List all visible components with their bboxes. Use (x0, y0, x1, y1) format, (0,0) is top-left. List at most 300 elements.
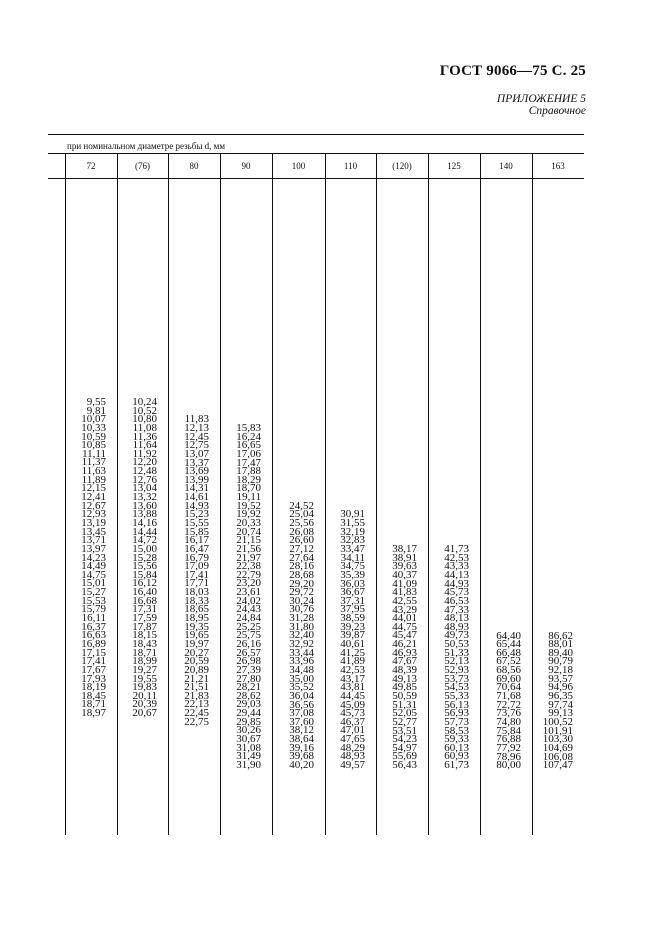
table-cell: 100,52 (542, 715, 573, 728)
table-cell: 38,59 (340, 612, 365, 625)
table-cell: 50,53 (444, 638, 469, 651)
table-cell: 74,80 (496, 715, 521, 728)
table-cell: 31,28 (289, 612, 314, 625)
table-cell: 19,11 (236, 491, 261, 504)
table-cell: 64,40 (496, 629, 521, 642)
table-cell: 47,01 (340, 724, 365, 737)
table-cell: 37,60 (289, 715, 314, 728)
table-cell: 78,96 (496, 750, 521, 763)
table-cell: 16,68 (132, 594, 157, 607)
table-cell: 33,44 (289, 646, 314, 659)
table-cell: 13,69 (184, 465, 209, 478)
table-cell: 30,91 (340, 508, 365, 521)
appendix-label (497, 93, 586, 117)
table-cell: 19,52 (236, 499, 261, 512)
table-cell: 12,67 (81, 499, 106, 512)
table-cell: 107,47 (542, 759, 573, 772)
table-cell: 12,75 (184, 439, 209, 452)
column-header: 110 (343, 161, 358, 171)
table-cell: 48,13 (444, 612, 469, 625)
table-cell: 11,83 (184, 413, 209, 426)
table-cell: 27,80 (236, 672, 261, 685)
table-cell: 76,88 (496, 733, 521, 746)
table-cell: 16,11 (81, 612, 106, 625)
table-cell: 35,39 (340, 568, 365, 581)
table-cell: 68,56 (496, 664, 521, 677)
table-cell: 10,85 (81, 439, 106, 452)
table-cell: 52,77 (392, 715, 417, 728)
table-cell: 36,56 (289, 698, 314, 711)
table-cell: 21,21 (184, 672, 209, 685)
table-cell: 32,83 (340, 534, 365, 547)
table-cell: 27,64 (289, 551, 314, 564)
table-cell: 106,08 (542, 750, 573, 763)
table-cell: 15,55 (184, 516, 209, 529)
table-cell: 11,37 (81, 456, 106, 469)
table-cell: 35,00 (289, 672, 314, 685)
table-cell: 38,91 (392, 551, 417, 564)
table-cell: 10,52 (132, 404, 157, 417)
table-cell: 32,40 (289, 629, 314, 642)
table-cell: 61,73 (444, 759, 469, 772)
column-header: 72 (86, 161, 96, 171)
column-header: 125 (447, 161, 461, 171)
table-cell: 21,51 (184, 681, 209, 694)
standard-reference: ГОСТ 9066—75 С. 25 (439, 63, 586, 79)
table-cell: 17,93 (81, 672, 106, 685)
table-cell: 19,27 (132, 663, 157, 676)
table-cell: 10,07 (81, 413, 106, 426)
table-cell: 16,37 (81, 620, 106, 633)
table-cell: 15,28 (132, 551, 157, 564)
table-cell: 45,09 (340, 698, 365, 711)
table-cell: 33,96 (289, 655, 314, 668)
table-cell: 27,12 (289, 543, 314, 555)
table-cell: 14,16 (132, 516, 157, 529)
table-cell: 72,72 (496, 698, 521, 711)
table-cell: 48,93 (340, 750, 365, 763)
table-cell: 25,25 (236, 620, 261, 633)
table-cell: 17,15 (81, 646, 106, 659)
table-cell: 14,72 (132, 534, 157, 547)
table-cell: 16,65 (236, 439, 261, 452)
table-cell: 86,62 (548, 629, 573, 642)
table-cell: 19,55 (132, 672, 157, 685)
table-cell: 70,64 (496, 681, 521, 694)
table-cell: 10,24 (132, 396, 157, 408)
table-cell: 103,30 (542, 733, 573, 746)
table-cell: 55,69 (392, 750, 417, 763)
table-cell: 51,33 (444, 646, 469, 659)
table-cell: 47,33 (444, 603, 469, 616)
table-cell: 31,80 (289, 620, 314, 633)
column-header: 90 (241, 161, 251, 171)
table-cell: 37,95 (340, 603, 365, 616)
table-cell: 18,71 (132, 646, 157, 659)
table-cell: 30,67 (236, 733, 261, 745)
table-cell: 16,79 (184, 551, 209, 564)
table-cell: 19,97 (184, 637, 209, 650)
column-header: (120) (392, 161, 412, 171)
table-cell: 11,08 (132, 421, 157, 434)
table-cell: 40,37 (392, 568, 417, 581)
table-cell: 18,99 (132, 655, 157, 668)
table-cell: 41,83 (392, 586, 417, 599)
table-cell: 55,33 (444, 689, 469, 702)
table-cell: 60,93 (444, 750, 469, 763)
table-cell: 49,85 (392, 681, 417, 694)
table-cell: 36,67 (340, 586, 365, 599)
table-cell: 49,73 (444, 629, 469, 642)
table-cell: 14,75 (81, 568, 106, 581)
table-cell: 38,12 (289, 724, 314, 737)
table-cell: 13,71 (81, 534, 106, 547)
table-cell: 17,71 (184, 577, 209, 590)
table-cell: 49,57 (340, 759, 365, 772)
table-cell: 20,89 (184, 663, 209, 676)
table-cell: 26,57 (236, 646, 261, 659)
table-cell: 35,52 (289, 681, 314, 694)
column-header: 163 (551, 161, 565, 171)
table-cell: 39,16 (289, 741, 314, 754)
table-cell: 28,16 (289, 560, 314, 573)
column-values (168, 415, 209, 726)
table-cell: 22,45 (184, 707, 209, 720)
table-cell: 29,44 (236, 707, 261, 720)
table-cell: 39,63 (392, 560, 417, 573)
table-cell: 18,43 (132, 637, 157, 650)
table-cell: 41,09 (392, 577, 417, 590)
table-cell: 22,79 (236, 568, 261, 581)
table-cell: 11,11 (82, 447, 106, 460)
table-cell: 38,17 (392, 543, 417, 556)
table-cell: 60,13 (444, 741, 469, 754)
table-cell: 15,00 (132, 542, 157, 555)
table-cell: 43,29 (392, 603, 417, 616)
table-cell: 13,04 (132, 482, 157, 495)
table-cell: 21,83 (184, 689, 209, 702)
table-cell: 32,92 (289, 638, 314, 651)
table-cell: 18,03 (184, 586, 209, 599)
table-cell: 43,17 (340, 672, 365, 685)
table-cell: 19,83 (132, 681, 157, 694)
table-cell: 33,47 (340, 543, 365, 555)
table-cell: 12,48 (132, 465, 157, 478)
table-cell: 17,59 (132, 612, 157, 625)
table-cell: 12,20 (132, 456, 157, 469)
table-cell: 96,35 (548, 690, 573, 703)
table-cell: 29,03 (236, 698, 261, 711)
table-cell: 15,53 (81, 594, 106, 607)
table-cell: 16,89 (81, 637, 106, 650)
table-cell: 12,45 (184, 430, 209, 443)
table-cell: 19,65 (184, 629, 209, 642)
table-cell: 12,13 (184, 421, 209, 434)
table-cell: 67,52 (496, 655, 521, 668)
table-cell: 37,08 (289, 707, 314, 720)
column-values (272, 499, 314, 772)
table-cell: 44,93 (444, 577, 469, 590)
table-cell: 94,96 (548, 681, 573, 694)
table-cell: 21,15 (236, 534, 261, 547)
column-values (532, 629, 573, 772)
table-cell: 17,47 (236, 456, 261, 469)
table-cell: 48,29 (340, 741, 365, 754)
table-cell: 13,07 (184, 447, 209, 460)
table-cell: 20,39 (132, 698, 157, 711)
table-cell: 18,65 (184, 603, 209, 616)
table-cell: 58,53 (444, 724, 469, 737)
table-cell: 10,59 (81, 430, 106, 443)
table-cell: 16,47 (184, 542, 209, 555)
table-cell: 39,87 (340, 629, 365, 642)
table-cell: 23,20 (236, 577, 261, 590)
table-cell: 11,64 (132, 439, 157, 452)
table-cell: 19,92 (236, 508, 261, 521)
table-cell: 69,60 (496, 672, 521, 685)
table-cell: 19,35 (184, 620, 209, 633)
table-cell: 31,08 (236, 741, 261, 754)
table-cell: 12,15 (81, 482, 106, 495)
table-cell: 42,53 (444, 551, 469, 564)
table-cell: 15,84 (132, 568, 157, 581)
table-cell: 13,99 (184, 473, 209, 486)
table-cell: 66,48 (496, 646, 521, 659)
table-cell: 18,15 (132, 629, 157, 642)
table-cell: 22,38 (236, 560, 261, 573)
table-cell: 57,73 (444, 715, 469, 728)
table-cell: 15,56 (132, 560, 157, 573)
table-cell: 54,97 (392, 741, 417, 754)
table-cell: 34,11 (340, 551, 365, 564)
table-cell: 39,68 (289, 750, 314, 763)
table-cell: 46,53 (444, 594, 469, 607)
table-cell: 12,93 (81, 508, 106, 521)
column-header: (76) (135, 161, 150, 171)
column-header: 140 (499, 161, 513, 171)
table-cell: 34,48 (289, 663, 314, 676)
table-cell: 28,68 (289, 568, 314, 581)
table-cell: 22,13 (184, 698, 209, 711)
table-cell: 48,93 (444, 620, 469, 633)
table-cell: 37,31 (340, 594, 365, 607)
table-cell: 11,89 (81, 473, 106, 486)
table-cell: 73,76 (496, 707, 521, 720)
table-cell: 30,24 (289, 594, 314, 607)
table-cell: 54,23 (392, 733, 417, 746)
table-cell: 52,05 (392, 707, 417, 720)
table-cell: 47,67 (392, 655, 417, 668)
column-header: 80 (189, 161, 199, 171)
table-cell: 49,13 (392, 672, 417, 685)
table-cell: 17,88 (236, 465, 261, 478)
table-cell: 28,21 (236, 681, 261, 694)
table-cell: 14,31 (184, 482, 209, 495)
table-cell: 18,29 (236, 473, 261, 486)
table-cell: 29,72 (289, 586, 314, 599)
table-cell: 18,70 (236, 482, 261, 495)
table-cell: 101,91 (542, 724, 573, 737)
column-values (428, 545, 469, 770)
top-rule (48, 134, 584, 135)
table-cell: 26,08 (289, 525, 314, 538)
table-cell: 56,13 (444, 698, 469, 711)
table-cell: 17,67 (81, 663, 106, 676)
column-values (480, 629, 521, 772)
table-cell: 41,73 (444, 543, 469, 556)
table-cell: 26,98 (236, 655, 261, 668)
table-cell: 53,73 (444, 672, 469, 685)
table-cell: 15,27 (81, 586, 106, 599)
table-cell: 47,65 (340, 733, 365, 746)
table-cell: 89,40 (548, 646, 573, 659)
table-cell: 22,75 (184, 715, 209, 728)
table-cell: 36,04 (289, 689, 314, 702)
table-cell: 24,84 (236, 612, 261, 625)
table-cell: 51,31 (392, 698, 417, 711)
table-cell: 13,97 (81, 542, 106, 555)
table-cell: 45,47 (392, 629, 417, 642)
table-cell: 9,55 (86, 396, 106, 408)
table-cell: 17,31 (132, 603, 157, 616)
table-cell: 52,13 (444, 655, 469, 668)
table-cell: 65,44 (496, 638, 521, 651)
table-cell: 16,63 (81, 629, 106, 642)
table-cell: 71,68 (496, 690, 521, 703)
table-cell: 50,59 (392, 689, 417, 702)
table-cell: 39,23 (340, 620, 365, 633)
table-cell: 18,95 (184, 612, 209, 625)
column-values (220, 421, 261, 771)
table-cell: 40,20 (289, 759, 314, 772)
table-cell: 24,52 (289, 499, 314, 512)
table-cell: 9,81 (86, 404, 106, 417)
table-cell: 40,61 (340, 638, 365, 651)
table-cell: 44,01 (392, 612, 417, 625)
column-header: 100 (291, 161, 306, 171)
table-cell: 48,39 (392, 664, 417, 677)
table-cell: 14,49 (81, 560, 106, 573)
table-cell: 13,37 (184, 456, 209, 469)
table-cell: 13,45 (81, 525, 106, 538)
table-cell: 21,97 (236, 551, 261, 564)
table-cell: 11,63 (81, 465, 106, 478)
column-values (117, 398, 157, 718)
table-cell: 21,56 (236, 542, 261, 555)
table-cell: 42,55 (392, 594, 417, 607)
table-cell: 41,25 (340, 646, 365, 659)
table-cell: 80,00 (496, 759, 521, 772)
table-cell: 54,53 (444, 681, 469, 694)
table-cell: 14,23 (81, 551, 106, 564)
table-cell: 29,20 (289, 577, 314, 590)
table-cell: 43,81 (340, 681, 365, 694)
table-cell: 20,74 (236, 525, 261, 538)
table-cell: 15,23 (184, 508, 209, 521)
table-cell: 10,33 (81, 421, 106, 434)
appendix-title: ПРИЛОЖЕНИЕ 5 (496, 93, 586, 105)
table-cell: 46,93 (392, 646, 417, 659)
column-values (65, 398, 106, 718)
table-cell: 20,67 (132, 707, 157, 720)
table-cell: 32,19 (340, 525, 365, 538)
page-header (440, 63, 586, 80)
table-cell: 43,33 (444, 560, 469, 573)
table-cell: 36,03 (340, 577, 365, 590)
table-cell: 30,76 (289, 603, 314, 616)
table-cell: 44,75 (392, 620, 417, 633)
table-cell: 25,56 (289, 517, 314, 530)
table-cell: 16,40 (132, 586, 157, 599)
table-cell: 56,93 (444, 707, 469, 720)
column-values (376, 545, 417, 770)
table-cell: 25,04 (289, 508, 314, 521)
table-cell: 20,33 (236, 516, 261, 529)
table-cell: 15,85 (184, 525, 209, 538)
table-cell: 90,79 (548, 655, 573, 668)
table-cell: 15,01 (81, 577, 106, 590)
table-cell: 13,60 (132, 499, 157, 512)
header-rule-bottom (48, 178, 584, 179)
table-cell: 29,85 (236, 715, 261, 728)
table-cell: 14,44 (132, 525, 157, 538)
table-cell: 31,55 (340, 517, 365, 530)
table-cell: 17,09 (184, 560, 209, 573)
table-cell: 38,64 (289, 733, 314, 746)
table-cell: 92,18 (548, 664, 573, 677)
table-cell: 18,19 (81, 681, 106, 694)
table-cell: 12,76 (132, 473, 157, 486)
table-cell: 52,93 (444, 664, 469, 677)
table-cell: 26,16 (236, 637, 261, 650)
table-cell: 18,97 (81, 707, 106, 720)
table-cell: 14,61 (184, 491, 209, 504)
table-cell: 46,37 (340, 715, 365, 728)
table-cell: 41,89 (340, 655, 365, 668)
header-rule-top (48, 153, 584, 154)
table-cell: 14,93 (184, 499, 209, 512)
table-cell: 16,24 (236, 430, 261, 443)
table-caption: при номинальном диаметре резьбы d, мм (67, 141, 226, 151)
table-cell: 28,62 (236, 689, 261, 702)
table-cell: 12,41 (81, 491, 106, 504)
table-cell: 13,19 (81, 516, 106, 529)
table-cell: 42,53 (340, 663, 365, 676)
column-values (325, 508, 365, 772)
table-cell: 10,80 (132, 413, 157, 426)
table-cell: 17,87 (132, 620, 157, 633)
table-cell: 23,61 (236, 586, 261, 599)
table-cell: 45,73 (340, 707, 365, 720)
table-cell: 45,73 (444, 586, 469, 599)
table-cell: 25,75 (236, 629, 261, 642)
table-cell: 18,33 (184, 594, 209, 607)
table-cell: 13,32 (132, 491, 157, 504)
table-cell: 15,79 (81, 603, 106, 616)
table-cell: 53,51 (392, 724, 417, 737)
table-cell: 15,83 (236, 421, 261, 434)
table-cell: 24,43 (236, 603, 261, 616)
table-cell: 59,33 (444, 733, 469, 746)
table-cell: 77,92 (496, 741, 521, 754)
table-cell: 17,41 (184, 568, 209, 581)
table-cell: 88,01 (548, 638, 573, 651)
table-cell: 75,84 (496, 724, 521, 737)
table-cell: 31,90 (236, 758, 261, 771)
appendix-subtitle: Справочное (528, 105, 586, 117)
table-cell: 11,36 (132, 430, 157, 443)
table-cell: 17,41 (81, 655, 106, 668)
